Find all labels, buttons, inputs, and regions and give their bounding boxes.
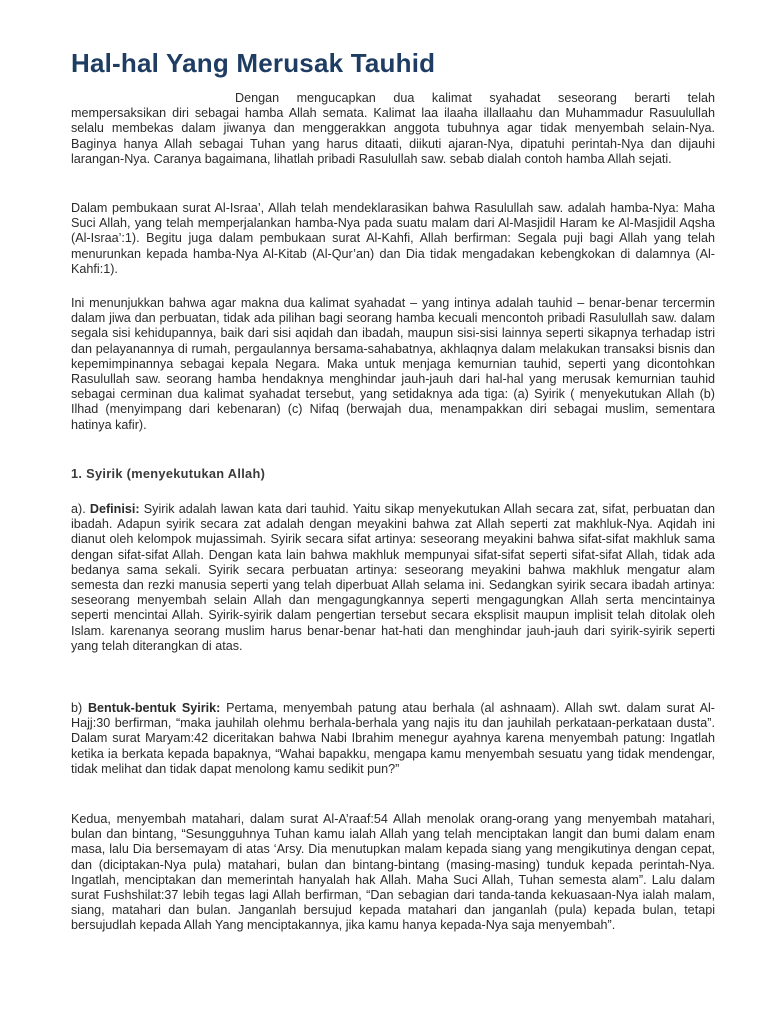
paragraph-intro bbox=[71, 91, 715, 167]
paragraph-intro-text: Dengan mengucapkan dua kalimat syahadat seseorang berarti telah mempersaksikan diri sebagai hamba Allah semata. Kalimat laa ilaaha illallaahu dan Muhammadur Rasuulullah selalu membekas dalam jiwanya dan menggerakkan anggota tubuhnya agar tidak menyembah selain-Nya. Baginya hanya Allah sebagai Tuhan yang harus ditaati, diikuti ajaran-Nya, dipatuhi perintah-Nya dan dijauhi larangan-Nya. Caranya bagaimana, lihatlah pribadi Rasulullah saw. sebab dialah contoh hamba Allah sejati. bbox=[71, 91, 715, 166]
bentuk-label: Bentuk-bentuk Syirik: bbox=[87, 701, 221, 715]
paragraph-bentuk-syirik bbox=[71, 701, 715, 777]
page-title: Hal-hal Yang Merusak Tauhid bbox=[71, 48, 436, 78]
paragraph-israa-kahfi: Dalam pembukaan surat Al-Israa’, Allah telah mendeklarasikan bahwa Rasulullah saw. adalah hamba-Nya: Maha Suci Allah, yang telah memperjalankan hamba-Nya pada suatu malam dari Al-Masjidil Haram ke Al-Masjidil Aqsha (Al-Israa’:1). Begitu juga dalam pembukaan surat Al-Kahfi, Allah berfirman: Segala puji bagi Allah yang telah menurunkan kepada hamba-Nya Al-Kitab (Al-Qur’an) dan Dia tidak mengadakan kebengkokan di dalamnya (Al-Kahfi:1). bbox=[71, 201, 715, 276]
bentuk-prefix: b) bbox=[71, 701, 88, 715]
bentuk-text: Pertama, menyembah patung atau berhala (al ashnaam). Allah swt. dalam surat Al-Hajj:30 berfirman, “maka jauhilah olehmu berhala-berhala yang najis itu dan jauhilah perkataan-perkataan dusta”. Dalam surat Maryam:42 diceritakan bahwa Nabi Ibrahim menegur ayahnya karena menyembah patung: Ingatlah ketika ia berkata kepada bapaknya, “Wahai bapakku, mengapa kamu menyembah sesuatu yang tidak mendengar, tidak melihat dan tidak dapat menolong kamu sedikit pun?” bbox=[71, 701, 716, 776]
paragraph-kedua-matahari: Kedua, menyembah matahari, dalam surat Al-A’raaf:54 Allah menolak orang-orang yang menyembah matahari, bulan dan bintang, “Sesungguhnya Tuhan kamu ialah Allah yang telah menciptakan langit dan bumi dalam enam masa, lalu Dia bersemayam di atas ‘Arsy. Dia menutupkan malam kepada siang yang mengikutinya dengan cepat, dan (diciptakan-Nya pula) matahari, bulan dan bintang-bintang (masing-masing) tunduk kepada perintah-Nya. Ingatlah, menciptakan dan memerintah hanyalah hak Allah. Maha Suci Allah, Tuhan semesta alam”. Lalu dalam surat Fushshilat:37 lebih tegas lagi Allah berfirman, “Dan sebagian dari tanda-tanda kekuasaan-Nya ialah malam, siang, matahari dan bulan. Janganlah bersujud kepada matahari dan janganlah (pula) kepada bulan, tetapi bersujudlah kepada Allah Yang menciptakannya, jika kamu hanya kepada-Nya saja menyembah”. bbox=[71, 812, 715, 933]
definisi-text: Syirik adalah lawan kata dari tauhid. Yaitu sikap menyekutukan Allah secara zat, sifat, perbuatan dan ibadah. Adapun syirik secara zat adalah dengan meyakini bahwa zat Allah seperti zat makhluk-Nya. Aqidah ini dianut oleh kelompok mujassimah. Syirik secara sifat artinya: seseorang meyakini bahwa sifat-sifat makhluk sama dengan sifat-sifat Allah. Dengan kata lain bahwa makhluk mempunyai sifat-sifat seperti sifat-sifat Allah, tidak ada bedanya sama sekali. Syirik secara perbuatan artinya: seseorang meyakini bahwa makhluk mengatur alam semesta dan rezki manusia seperti yang telah diperbuat Allah selama ini. Sedangkan syirik secara ibadah artinya: seseorang menyembah selain Allah dan mengagungkannya seperti mengagungkan Allah serta mencintainya seperti mencintai Allah. Syirik-syirik dalam pengertian tersebut secara eksplisit maupun implisit telah ditolak oleh Islam. karenanya seorang muslim harus benar-benar hat-hati dan menghindar jauh-jauh dari syirik-syirik seperti yang telah diterangkan di atas. bbox=[71, 502, 715, 653]
paragraph-syahadat-tauhid: Ini menunjukkan bahwa agar makna dua kalimat syahadat – yang intinya adalah tauhid – benar-benar tercermin dalam jiwa dan perbuatan, tidak ada pilihan bagi seorang hamba kecuali mencontoh pribadi Rasulullah saw. dalam segala sisi kehidupannya, baik dari sisi aqidah dan ibadah, maupun sisi-sisi lainnya seperti sikapnya terhadap istri dan pelayanannya di rumah, pergaulannya bersama-sahabatnya, akhlaqnya dalam melakukan transaksi bisnis dan kepemimpinannya sebagai kepala Negara. Maka untuk menjaga kemurnian tauhid, seperti yang dicontohkan Rasulullah saw. seorang hamba hendaknya menghindar jauh-jauh dari hal-hal yang merusak kemurnian tauhid sebagai cerminan dua kalimat syahadat tersebut, yang setidaknya ada tiga: (a) Syirik ( menyekutukan Allah (b) Ilhad (menyimpang dari kebenaran) (c) Nifaq (berwajah dua, menampakkan diri sebagai muslim, sementara hatinya kafir). bbox=[71, 296, 715, 432]
definisi-prefix: a). bbox=[71, 502, 90, 516]
definisi-label: Definisi: bbox=[89, 502, 140, 516]
section-heading-syirik: 1. Syirik (menyekutukan Allah) bbox=[71, 466, 266, 481]
paragraph-definisi bbox=[71, 502, 715, 654]
